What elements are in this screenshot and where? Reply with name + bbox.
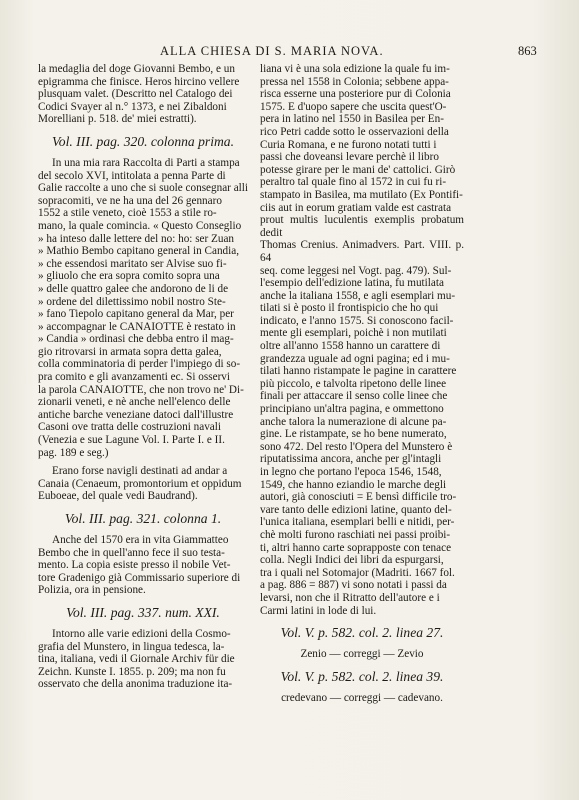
running-title: ALLA CHIESA DI S. MARIA NOVA. <box>160 44 384 58</box>
paragraph: liana vi è una sola edizione la quale fu im- pressa nel 1558 in Colonia; sebbene appa- risca esserne una posteriore pur di Colonia 1575. E d'uopo sapere che uscita quest'O- pera in latino nel 1550 in Basilea per En- rico Petri cadde sotto le osservazioni della Curia Romana, e ne furono notati tutti i passi che doveansi levare perchè il libro potesse girare per le mani de' cattolici. Girò peraltro tal quale fino al 1572 in cui fu ri- stampato in Basilea, ma mutilato (Ex Pontifi- ciis aut in eorum gratiam valde est castrata prout multis luculentis exemplis probatum dedit Thomas Crenius. Animadvers. Part. VIII. p. 64 seq. come leggesi nel Vogt. pag. 479). Sul- l'esempio dell'edizione latina, fu mutilata anche la italiana 1558, e agli esemplari mu- tilati si è posto il frontispicio che ho qui indicato, e l'anno 1575. Si conoscono facil- mente gli esemplari, poichè i non mutilati oltre all'anno 1558 hanno un carattere di grandezza uguale ad ogni pagina; ed i mu- tilati hanno ristampate le pagine in carattere più piccolo, e talvolta ripetono delle linee finali per attaccare il senso colle linee che principiano un'altra pagina, e ommettono anche talora la numerazione di alcune pa- gine. Le ristampate, se ho bene numerato, sono 472. Del resto l'Opera del Munstero è riputatissima ancora, anche per gl'intagli in legno che portano l'epoca 1546, 1548, 1549, che hanno eziandio le marche degli autori, già conosciuti = E bensì difficile tro- vare tanto delle edizioni latine, quanto del- l'unica italiana, esemplari belli e nitidi, per- chè molti furono raschiati nei passi proibi- ti, altri hanno carte soprapposte con tenace colla. Negli Indici dei libri da espurgarsi, tra i quali nel Sotomajor (Madriti. 1667 fol. a pag. 886 = 887) vi sono notati i passi da levarsi, non che il Ritratto dell'autore e i Carmi latini in lode di lui. <box>260 63 464 617</box>
paragraph: Anche del 1570 era in vita Giammatteo Bembo che in quell'anno fece il suo testa- mento. La copia esiste presso il nobile Vet- tore Gradenigo già Commissario superiore di Polizia, ora in pensione. <box>38 534 241 597</box>
section-heading: Vol. III. pag. 320. colonna prima. <box>52 133 234 149</box>
paragraph: Erano forse navigli destinati ad andar a Canaia (Cenaeum, promontorium et oppidum Euboeae, del quale vedi Baudrand). <box>38 465 242 503</box>
correction-line: credevano — correggi — cadevano. <box>281 691 443 704</box>
left-column <box>38 63 248 691</box>
section-heading: Vol. V. p. 582. col. 2. linea 39. <box>280 668 444 684</box>
section-heading: Vol. III. pag. 337. num. XXI. <box>66 604 220 620</box>
paragraph: Intorno alle varie edizioni della Cosmo- grafia del Munstero, in lingua tedesca, la- tina, italiana, vedi il Giornale Archiv für die Zeichn. Kunste I. 1855. p. 209; ma non fu osservato che della anonima traduzione ita- <box>38 627 235 691</box>
section-heading: Vol. V. p. 582. col. 2. linea 27. <box>280 625 444 641</box>
section-heading: Vol. III. pag. 321. colonna 1. <box>64 511 222 526</box>
paragraph: In una mia rara Raccolta di Parti a stampa del secolo XVI, intitolata a penna Parte di Galie raccolte a uno che si suole consegnar alli sopracomiti, ve ne ha una del 26 gennaro 1552 a stile veneto, cioè 1553 a stile ro- mano, la quale comincia. « Questo Conseglio » ha inteso dalle lettere del no: ho: ser Zuan » Mathio Bembo capitano general in Candia, » che essendosi maritato ser Alvise suo fi- » gliuolo che era sopra comito sopra una » delle quattro galee che andorono de li de » ordene del dilettissimo nobil nostro Ste- » fano Tiepolo capitano general da Mar, per » accompagnar le CANAIOTTE è restato in » Candia » ordinasi che debba entro il mag- gio ritrovarsi in armata sopra detta galea, colla comminatoria di perder l'impiego di so- pra comito e gli avanzamenti ec. Si osservi la parola CANAIOTTE, che non trovo ne' Di- zionarii veneti, e nè anche nell'elenco delle antiche barche veneziane datoci dall'illustre Casoni ove tratta delle costruzioni navali (Venezia e sue Lagune Vol. I. Parte I. e II. pag. 189 e seg.) <box>38 156 248 459</box>
right-column <box>260 63 464 708</box>
paragraph: la medaglia del doge Giovanni Bembo, e un epigramma che finisce. Heros hircino vellere plusquam valet. (Descritto nel Catalogo dei Codici Svayer al n.° 1373, e nei Zibaldoni Morelliani p. 518. de' miei estratti). <box>38 63 240 126</box>
page-number: 863 <box>518 44 537 58</box>
correction-line: Zenio — correggi — Zevio <box>300 648 424 661</box>
running-header <box>0 44 579 62</box>
